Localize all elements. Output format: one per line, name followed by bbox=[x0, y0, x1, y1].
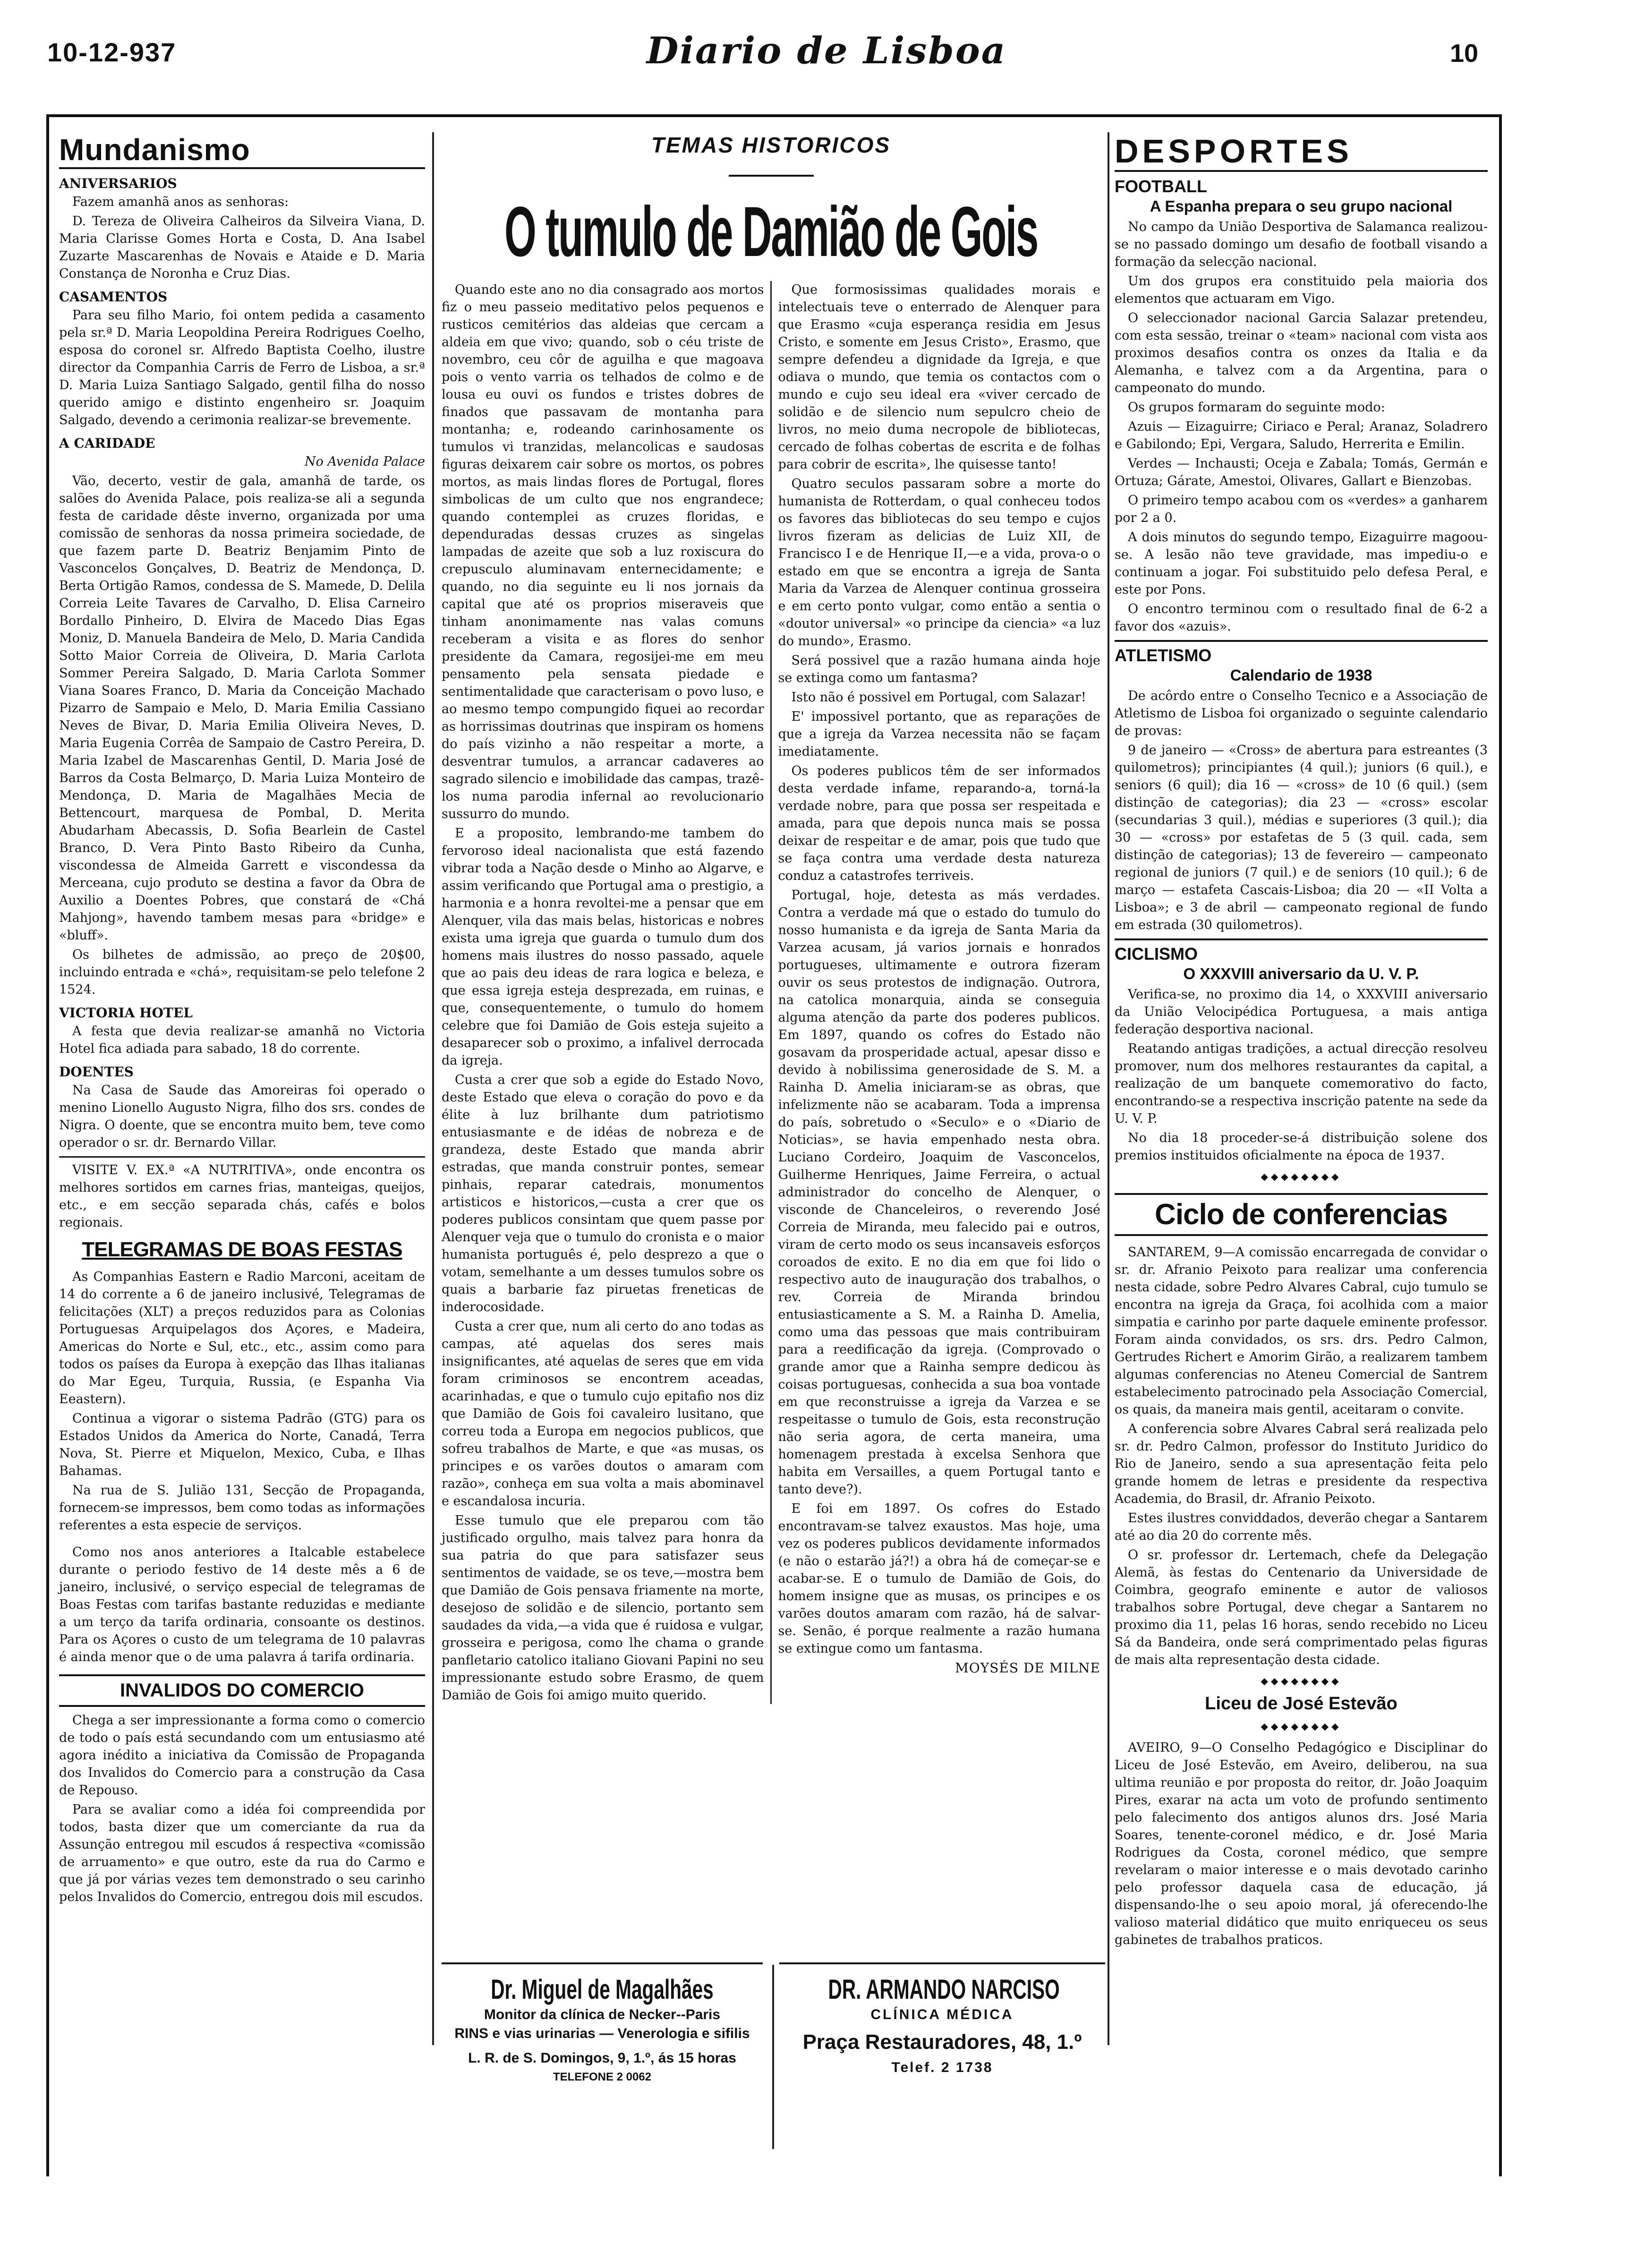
ornament-divider: ◆◆◆◆◆◆◆◆ bbox=[1261, 1675, 1342, 1687]
newspaper-masthead: Diario de Lisboa bbox=[646, 29, 1007, 72]
paragraph: Para seu filho Mario, foi ontem pedida a casamento pela sr.ª D. Maria Leopoldina Pereira Rodrigues Coelho, esposa do coronel sr. Alfredo Baptista Coelho, ilustre director da Companhia Carris de Ferro de Lisboa, a sr.ª D. Maria Luiza Santiago Salgado, gentil filha do nosso querido amigo e distinto engenheiro sr. Joaquim Salgado, devendo a cerimonia realizar-se brevemente. bbox=[59, 308, 425, 427]
ornament-divider: ◆◆◆◆◆◆◆◆ bbox=[1261, 1171, 1342, 1182]
paragraph: Será possivel que a razão humana ainda hoje se extinga como um fantasma? bbox=[778, 653, 1100, 685]
paragraph: Que formosissimas qualidades morais e intelectuais teve o enterrado de Alenquer para que Erasmo «cuja esperança residia em Jesus Cristo, e somente em Jesus Cristo», Erasmo, que sempre defendeu a dignidade da Igreja, e que odiava o mundo, que temia os contactos com o mundo e cujo seu ideal era «viver cercado de solidão e de silencio num sepulcro cheio de livros, no meio duma necropole de bibliotecas, cercado de folhas cobertas de escrita e de folhas para cobrir de escrita», lhe quisesse tanto! bbox=[778, 282, 1100, 472]
headline-telegramas: TELEGRAMAS DE BOAS FESTAS bbox=[82, 1238, 402, 1261]
paragraph: Como nos anos anteriores a Italcable estabelece durante o periodo festivo de 14 deste mês a 6 de janeiro, inclusivé, o serviço especial de telegramas de Boas Festas com tarifas bastante reduzidas e mediante a um terço da tarifa ordinaria, consoante os destinos. Para os Açores o custo de um telegrama de 10 palavras é ainda menor que o de uma palavra á tarifa ordinaria. bbox=[59, 1545, 425, 1664]
paragraph: Custa a crer que sob a egide do Estado Novo, deste Estado que eleva o coração do povo e da élite à luz brilhante dum patriotismo entusiasmante e de idéas de nobreza e de grandeza, deste Estado que manda abrir estradas, que manda construir pontes, semear pinhais, reparar catedrais, monumentos artisticos e historicos,—custa a crer que os poderes publicos consintam que quem passe por Alenquer veja que o tumulo do cronista e o maior humanista português é, pelo desprezo a que o votam, semelhante a um desses tumulos sobre os quais a barbarie faz piruetas freneticas de inderocosidade. bbox=[442, 1073, 764, 1314]
ad-line: L. R. de S. Domingos, 9, 1.º, ás 15 horas bbox=[468, 2050, 736, 2066]
article-body bbox=[442, 281, 1100, 1704]
subhead-atletismo: ATLETISMO bbox=[1115, 640, 1488, 665]
paragraph: O primeiro tempo acabou com os «verdes» a ganharem por 2 a 0. bbox=[1115, 493, 1488, 525]
paragraph: O encontro terminou com o resultado final de 6-2 a favor dos «azuis». bbox=[1115, 602, 1488, 634]
paragraph: Estes ilustres conviddados, deverão chegar a Santarem até ao dia 20 do corrente mês. bbox=[1115, 1511, 1488, 1543]
ad-name: DR. ARMANDO NARCISO bbox=[828, 1974, 1060, 2005]
paragraph: No dia 18 proceder-se-á distribuição solene dos premios instituidos oficialmente na época de 1937. bbox=[1115, 1131, 1488, 1163]
paragraph: A conferencia sobre Alvares Cabral será realizada pelo sr. dr. Pedro Calmon, professor do Instituto Juridico do Rio de Janeiro, sendo a sua apresentação feita pelo grande homem de letras e presidente da respectiva Academia, do Brasil, dr. Afranio Peixoto. bbox=[1115, 1422, 1488, 1506]
temas-historicos-column bbox=[442, 132, 1100, 1704]
paragraph: O sr. professor dr. Lertemach, chefe da Delegação Alemã, às festas do Centenario da Universidade de Coimbra, geografo eminente e autor de valiosos trabalhos sobre Portugal, deve chegar a Santarem no proximo dia 11, pelas 16 horas, sendo recebido no Liceu Sá da Bandeira, onde será comprimentado pelas figuras de mais alta representação desta cidade. bbox=[1115, 1548, 1488, 1667]
subhead-victoria-hotel: VICTORIA HOTEL bbox=[59, 1005, 193, 1021]
issue-date: 10-12-937 bbox=[47, 37, 177, 67]
paragraph: Verifica-se, no proximo dia 14, o XXXVIII aniversario da União Velocipédica Portuguesa, a mais antiga federação desportiva nacional. bbox=[1115, 987, 1488, 1037]
kicker: TEMAS HISTORICOS bbox=[651, 133, 891, 157]
paragraph: Esse tumulo que ele preparou com tão justificado orgulho, mais talvez para honra da sua patria do que para satisfazer seus sentimentos de vaidade, se os teve,—mostra bem que Damião de Gois pensava friamente na morte, desejoso de solidão e de silencio, portanto sem saudades da vida,—a vida que é ruidosa e vulgar, grosseira e perigosa, como lhe chama o grande panfletario catolico italiano Giovani Papini no seu impressionante estudo sobre Erasmo, de quem Damião de Gois foi amigo muito querido. bbox=[442, 1513, 764, 1703]
dateline: No Avenida Palace bbox=[305, 454, 425, 469]
headline-invalidos: INVALIDOS DO COMERCIO bbox=[59, 1674, 425, 1707]
paragraph: Os poderes publicos têm de ser informados desta verdade infame, reparando-a, torná-la verdade nobre, para que possa ser respeitada e amada, para que depois nunca mais se possa deixar de respeitar e de amar, pois que tudo que se faça contra uma verdade desta natureza conduz a catastrofes terriveis. bbox=[778, 764, 1100, 883]
paragraph: Na Casa de Saude das Amoreiras foi operado o menino Lionello Augusto Nigra, filho dos srs. condes de Nigra. O doente, que se encontra muito bem, teve como operador o sr. dr. Bernardo Villar. bbox=[59, 1083, 425, 1150]
desportes-column bbox=[1115, 132, 1488, 1951]
paragraph: E' impossivel portanto, que as reparações de que a igreja da Varzea necessita não se façam imediatamente. bbox=[778, 709, 1100, 759]
headline-ciclo-de-conferencias: Ciclo de conferencias bbox=[1115, 1193, 1488, 1236]
paragraph: De acôrdo entre o Conselho Tecnico e a Associação de Atletismo de Lisboa foi organizado o seguinte calendario de provas: bbox=[1115, 689, 1488, 738]
paragraph: 9 de janeiro — «Cross» de abertura para estreantes (3 quilometros); principiantes (4 quil.); juniors (6 quil.), e seniors (6 quil); dia 16 — «cross» de 10 (6 quil.) (sem distinção de categorias); dia 23 — «cross» escolar (secundarias 3 quil.), médias e superiores (3 quil.); dia 30 — «cross» por estafetas de 5 (3 quil. cada, sem distinção de categorias); 13 de fevereiro — campeonato regional de juniors (7 quil.) e de seniors (10 quil.); 6 de março — estafeta Cascais-Lisboa; dia 20 — «II Volta a Lisboa»; e 3 de abril — campeonato regional de fundo em estrada (30 quilometros). bbox=[1115, 743, 1488, 932]
ad-line: Praça Restauradores, 48, 1.º bbox=[802, 2030, 1082, 2054]
paragraph: Quando este ano no dia consagrado aos mortos fiz o meu passeio meditativo pelos pequenos e rusticos cemitérios das aldeias que cercam a aldeia em que vivo; quando, sob o céu triste de novembro, ceu côr de aguilha e que magoava pois o vento varria os telhados de colmo e de lousa eu ouvi os fundos e tristes dobres de finados que passavam de montanha para montanha; e, rodeando carinhosamente os tumulos vi tranzidas, melancolicas e saudosas figuras deixarem cair sobre os mortos, os pobres mortos, as mais lindas flores de Portugal, flores simbolicas de um culto que nos engrandece; quando contemplei as cruzes floridas, e dependuradas dessas cruzes as singelas lampadas de azeite que sob a luz roxiscura do crepusculo aluminavam enternecidamente; e quando, no dia seguinte eu li nos jornais da capital que até os proprios miseraveis que tinham anonimamente nas valas comuns receberam a visita e as flores do senhor presidente da Camara, regosijei-me em meu pensamento pela sensata piedade e sentimentalidade que caracterisam o povo luso, e ao mesmo tempo compungido fiquei ao recordar as horrissimas doutrinas que inspiram os homens do país vizinho a não respeitar a morte, a desventrar tumulos, a arrancar cadaveres ao sagrado silencio e imobilidade das campas, trazê-los numa parodia infernal ao revolucionario sussurro do mundo. bbox=[442, 282, 764, 821]
article-title: O XXXVIII aniversario da U. V. P. bbox=[1183, 965, 1419, 982]
subhead-casamentos: CASAMENTOS bbox=[59, 289, 168, 305]
subhead-doentes: DOENTES bbox=[59, 1064, 134, 1080]
ad-name: Dr. Miguel de Magalhães bbox=[491, 1974, 714, 2005]
ad-line: Monitor da clínica de Necker--Paris bbox=[484, 2007, 721, 2022]
column-divider-right bbox=[1108, 132, 1109, 2045]
ad-line: RINS e vias urinarias — Venerologia e sifilis bbox=[454, 2026, 750, 2041]
paragraph: Reatando antigas tradições, a actual direcção resolveu promover, num dos melhores restaurantes da capital, a realização de um banquete comemorativo do facto, encontrando-se a respectiva inscrição patente na sede da U. V. P. bbox=[1115, 1041, 1488, 1126]
paragraph: D. Tereza de Oliveira Calheiros da Silveira Viana, D. Maria Clarisse Gomes Horta e Costa, D. Ana Isabel Zuzarte Mascarenhas de Novais e Ataide e D. Maria Constança de Noronha e Cruz Dias. bbox=[59, 214, 425, 281]
paragraph: Os bilhetes de admissão, ao preço de 20$00, incluindo entrada e «chá», requisitam-se pelo telefone 2 1524. bbox=[59, 947, 425, 997]
paragraph: A festa que devia realizar-se amanhã no Victoria Hotel fica adiada para sabado, 18 do corrente. bbox=[59, 1024, 425, 1056]
ad-line: TELEFONE 2 0062 bbox=[553, 2071, 652, 2083]
subhead-aniversarios: ANIVERSARIOS bbox=[59, 176, 177, 191]
mundanismo-column bbox=[59, 132, 425, 1908]
paragraph: Chega a ser impressionante a forma como o comercio de todo o país está secundando com um entusiasmo até agora inédito a iniciativa da Comissão de Propaganda dos Invalidos do Comercio para a construção da Casa de Repouso. bbox=[59, 1713, 425, 1798]
paragraph: Fazem amanhã anos as senhoras: bbox=[72, 195, 289, 209]
author-signature: MOYSÉS DE MILNE bbox=[955, 1660, 1100, 1676]
ad-divider bbox=[772, 1965, 774, 2149]
nutritiva-notice: VISITE V. EX.ª «A NUTRITIVA», onde encontra os melhores sortidos em carnes frias, manteigas, queijos, etc., e em secção separada chás, cafés e bolos regionais. bbox=[59, 1156, 425, 1231]
subhead-football: FOOTBALL bbox=[1115, 177, 1207, 196]
headline-liceu: Liceu de José Estevão bbox=[1205, 1694, 1397, 1714]
paragraph: AVEIRO, 9—O Conselho Pedagógico e Disciplinar do Liceu de José Estevão, em Aveiro, deliberou, na sua ultima reunião e por proposta do reitor, dr. João Joaquim Pires, exarar na acta um voto de profundo sentimento pelo falecimento dos antigos alunos drs. José Maria Soares, tenente-coronel médico, e dr. José Maria Rodrigues da Costa, coronel médico, que sempre revelaram o maior interesse e o mais devotado carinho pelo professor daquela casa de educação, já dispensando-lhe o seu apoio moral, já oferecendo-lhe valioso material didático que muito enriqueceu os seus gabinetes de trabalhos praticos. bbox=[1115, 1740, 1488, 1947]
paragraph: No campo da União Desportiva de Salamanca realizou-se no passado domingo um desafio de football visando a formação da selecção nacional. bbox=[1115, 220, 1488, 269]
paragraph: A dois minutos do segundo tempo, Eizaguirre magoou-se. A lesão não teve gravidade, mas impediu-o e continuam a jogar. Foi substituido pelo defesa Peral, e este por Pons. bbox=[1115, 530, 1488, 597]
article-headline: O tumulo de Damião de Gois bbox=[504, 192, 1038, 271]
column-divider-left bbox=[432, 132, 434, 2045]
paragraph: Custa a crer que, num ali certo do ano todas as campas, até aquelas dos seres mais insignificantes, até aquelas de seres que em vida foram criminosos se encontrem aceadas, acarinhadas, e que o tumulo cujo epitafio nos diz que Damião de Gois foi cavaleiro lusitano, que correu toda a Europa em negocios publicos, que sofreu trabalhos de Marte, e que «as musas, os principes e os varões doutos o amaram com razão», conheça em sua volta a mais abominavel e escandalosa incuria. bbox=[442, 1319, 764, 1509]
paragraph: Portugal, hoje, detesta as más verdades. Contra a verdade má que o estado do tumulo do nosso humanista e da igreja de Santa Maria da Varzea acusam, já varios jornais e honrados portugueses, ultimamente e outrora fizeram ouvir os seus protestos de indignação. Outrora, na catolica monarquia, ainda se conseguia alguma atenção da parte dos poderes publicos. Em 1897, quando os cofres do Estado não gosavam da prosperidade actual, apesar disso e devido à nobilissima generosidade de S. M. a Rainha D. Amelia iniciaram-se as obras, que infelizmente não se acabaram. Toda a imprensa do país, sobretudo o «Seculo» e o «Diario de Noticias», se havia empenhado nesta obra. Luciano Cordeiro, Joaquim de Vasconcelos, Guilherme Henriques, Jaime Ferreira, o actual administrador do concelho de Alenquer, o visconde de Chanceleiros, o reverendo José Correia de Miranda, meu falecido pai e outros, viram de certo modo os seus incansaveis esforços coroados de exito. E no dia em que foi lido o respectivo auto de inauguração dos trabalhos, o rev. Correia de Miranda brindou entusiasticamente a S. M. a Rainha D. Amelia, como uma das pessoas que mais contribuiram para a reedificação da igreja. (Comprovado o grande amor que a Rainha sempre dedicou às coisas portuguesas, conhecida a sua boa vontade em que reconstruisse a igreja da Varzea e se respeitasse o tumulo de Gois, esta reconstrução não seria agora, de certa maneira, uma homenagem prestada à excelsa Senhora que habita em Versailles, a quem Portugal tanto e tanto deve?). bbox=[778, 888, 1100, 1497]
ad-armando-narciso bbox=[779, 1962, 1105, 2172]
paragraph: O seleccionador nacional Garcia Salazar pretendeu, com esta sessão, treinar o «team» nacional com vista aos proximos desafios contra os onzes da Italia e da Alemanha, e talvez com a da Argentina, para o campeonato do mundo. bbox=[1115, 311, 1488, 395]
divider bbox=[729, 175, 814, 177]
paragraph: Verdes — Inchausti; Oceja e Zabala; Tomás, Germán e Ortuza; Gárate, Amestoi, Olivares, Gallart e Bienzobas. bbox=[1115, 456, 1488, 488]
ad-line: Telef. 2 1738 bbox=[891, 2060, 993, 2075]
article-title: A Espanha prepara o seu grupo nacional bbox=[1150, 197, 1453, 215]
paragraph: Um dos grupos era constituido pela maioria dos elementos que actuaram em Vigo. bbox=[1115, 274, 1488, 306]
section-title-desportes: DESPORTES bbox=[1115, 132, 1488, 172]
paragraph: Azuis — Eizaguirre; Ciriaco e Peral; Aranaz, Soladrero e Gabilondo; Epi, Vergara, Saludo, Herrerita e Emilin. bbox=[1115, 419, 1488, 452]
paragraph: As Companhias Eastern e Radio Marconi, aceitam de 14 do corrente a 6 de janeiro inclusivé, Telegramas de felicitações (XLT) a preços reduzidos para as Colonias Portuguesas Arquipelagos dos Açores, e Madeira, Americas do Norte e Sul, etc., etc., assim como para todos os países da Europa à exepção das Ilhas italianas do Mar Egeu, Turquia, Russia, (e Espanha Via Eeastern). bbox=[59, 1270, 425, 1407]
ornament-divider: ◆◆◆◆◆◆◆◆ bbox=[1261, 1721, 1342, 1732]
ad-miguel-de-magalhaes bbox=[442, 1962, 763, 2172]
paragraph: SANTAREM, 9—A comissão encarregada de convidar o sr. dr. Afranio Peixoto para realizar uma conferencia nesta cidade, sobre Pedro Alvares Cabral, cujo tumulo se encontra na igreja da Graça, foi acolhida com a maior simpatia e carinho por parte daquele eminente professor. Foram ainda convidados, os srs. drs. Pedro Calmon, Gertrudes Richert e Amorim Girão, a realizarem tambem algumas conferencias no Ateneu Comercial de Santrem estabelecimento patrocinado pela Associação Comercial, os quais, da maneira mais gentil, aceitaram o convite. bbox=[1115, 1245, 1488, 1417]
paragraph: E a proposito, lembrando-me tambem do fervoroso ideal nacionalista que está fazendo vibrar toda a Nação desde o Minho ao Algarve, e assim verificando que Portugal ama o prestigio, a harmonia e a honra revoltei-me a pensar que em Alenquer, vila das mais belas, historicas e nobres exista uma igreja que guarda o tumulo dum dos homens mais ilustres do nosso passado, aquele que ao pais deu ideas de rara logica e beleza, e que essa igreja esteja desprezada, em ruinas, e que, consequentemente, o tumulo do homem celebre que foi Damião de Gois esteja sujeito a desaparecer sob o proximo, a infalivel derrocada da igreja. bbox=[442, 826, 764, 1068]
paragraph: Isto não é possivel em Portugal, com Salazar! bbox=[791, 690, 1086, 705]
article-title: Calendario de 1938 bbox=[1230, 666, 1372, 684]
paragraph: Na rua de S. Julião 131, Secção de Propaganda, fornecem-se impressos, bem como todas as informações referentes a esta especie de serviços. bbox=[59, 1483, 425, 1533]
subhead-caridade: A CARIDADE bbox=[59, 435, 155, 451]
page-number: 10 bbox=[1450, 39, 1479, 68]
paragraph: Para se avaliar como a idéa foi compreendida por todos, basta dizer que um comerciante da rua da Assunção entregou mil escudos á respectiva «comissão de arruamento» e que outro, este da rua do Carmo e que já por várias vezes tem demonstrado o seu carinho pelos Invalidos do Comercio, entregou dois mil escudos. bbox=[59, 1802, 425, 1904]
section-title-mundanismo: Mundanismo bbox=[59, 132, 425, 169]
paragraph: Continua a vigorar o sistema Padrão (GTG) para os Estados Unidos da America do Norte, Canadá, Terra Nova, St. Pierre et Miquelon, Mexico, Cuba, e Ilhas Bahamas. bbox=[59, 1411, 425, 1478]
subhead-ciclismo: CICLISMO bbox=[1115, 938, 1488, 964]
paragraph: E foi em 1897. Os cofres do Estado encontravam-se talvez exaustos. Mas hoje, uma vez os poderes publicos devidamente informados (e não o estarão já?!) a obra há de começar-se e acabar-se. E o tumulo de Damião de Gois, do homem insigne que as musas, os principes e os varões doutos amaram com razão, há de salvar-se. Senão, é porque realmente a razão humana se extingue como um fantasma. bbox=[778, 1501, 1100, 1656]
paragraph: Vão, decerto, vestir de gala, amanhã de tarde, os salões do Avenida Palace, pois realiza-se ali a segunda festa de caridade dêste inverno, organizada por uma comissão de senhoras da nossa primeira sociedade, de que fazem parte D. Beatriz Benjamim Pinto de Vasconcelos Gonçalves, D. Beatriz de Mendonça, D. Berta Ortigão Ramos, condessa de S. Mamede, D. Delila Correia Leite Tavares de Carvalho, D. Elisa Carneiro Bordallo Pinheiro, D. Elvira de Macedo Dias Egas Moniz, D. Manuela Bandeira de Melo, D. Maria Candida Sotto Maior Correia de Oliveira, D. Maria Carlota Sommer Pereira Salgado, D. Maria Carlota Sommer Viana Soares Franco, D. Maria da Conceição Machado Pizarro de Sampaio e Melo, D. Maria Emilia Cassiano Neves de Bivar, D. Maria Emilia Oliveira Neves, D. Maria Eugenia Corrêa de Sampaio de Castro Pereira, D. Maria Izabel de Mascarenhas Gentil, D. Maria José de Barros da Costa Belmarço, D. Maria Luiza Monteiro de Mendonça, D. Maria de Magalhães Mecia de Bettencourt, marquesa de Pombal, D. Merita Abudarham Abecassis, D. Sofia Bearlein de Castel Branco, D. Vera Pinto Basto Ribeiro da Cunha, viscondessa de Almeida Garrett e viscondessa da Merceana, cujo produto se destina a favor da Obra de Auxilio a Doentes Pobres, que constará de «Chá Mahjong», havendo tambem mesas para «bridge» e «bluff». bbox=[59, 474, 425, 943]
ad-line: CLÍNICA MÉDICA bbox=[870, 2007, 1014, 2022]
paragraph: Quatro seculos passaram sobre a morte do humanista de Rotterdam, o qual conheceu todos os favores das bibliotecas do seu tempo e cujos livros fizeram as delicias de Luiz XII, de Francisco I e de Henrique II,—e a vida, prova-o o estado em que se encontra a igreja de Santa Maria da Varzea de Alenquer continua grosseira e em certo ponto vulgar, como então a sentia o «doutor universal» «o principe da ciencia» «a luz do mundo», Erasmo. bbox=[778, 477, 1100, 648]
paragraph: Os grupos formaram do seguinte modo: bbox=[1128, 400, 1385, 415]
